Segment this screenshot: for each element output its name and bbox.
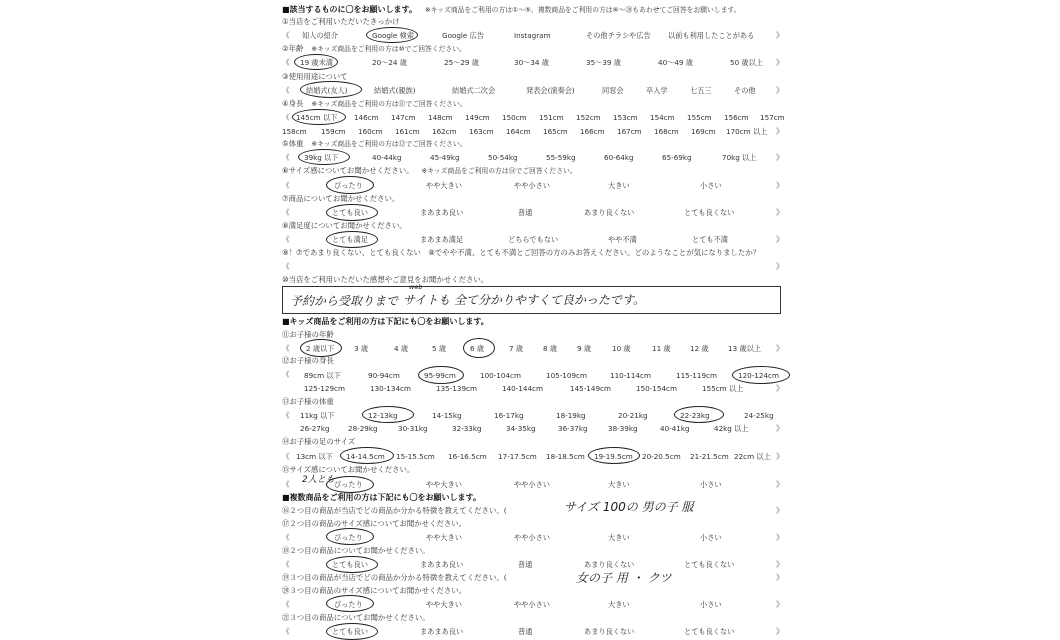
k5-bracket-close: 》 — [776, 480, 784, 489]
q4-row2-7[interactable]: 164cm — [506, 127, 531, 136]
k3-row2-6[interactable]: 36-37kg — [558, 424, 588, 433]
q4-row2-4[interactable]: 161cm — [395, 127, 420, 136]
m6-option-2[interactable]: まあまあ良い — [420, 627, 464, 636]
k2-row2-2[interactable]: 130-134cm — [370, 384, 411, 393]
k4-option-2[interactable]: 14-14.5cm — [346, 452, 385, 461]
q5-option-5[interactable]: 55-59kg — [546, 153, 576, 162]
k3-row2-5[interactable]: 34-35kg — [506, 424, 536, 433]
q6-bracket-close: 》 — [776, 181, 784, 190]
k5-option-4[interactable]: 大きい — [608, 480, 630, 489]
q4-row2-3[interactable]: 160cm — [358, 127, 383, 136]
q7-option-5[interactable]: とても良くない — [684, 208, 735, 217]
q2-option-6[interactable]: 40〜49 歳 — [658, 58, 693, 67]
k3-label: ⑬お子様の体重 — [282, 397, 334, 406]
m6-label: ㉑３つ目の商品についてお聞かせください。 — [282, 613, 430, 622]
k4-option-9[interactable]: 21-21.5cm — [690, 452, 729, 461]
m1-bracket-close: 》 — [776, 506, 784, 515]
k2-row1-3[interactable]: 95-99cm — [424, 371, 456, 380]
q4-row1-5[interactable]: 149cm — [465, 113, 490, 122]
q10-handwritten-caret: web — [409, 283, 423, 291]
m4-label: ⑲３つ目の商品が当店でどの商品か分かる特徴を教えてください。( — [282, 573, 507, 582]
k2-row1-2[interactable]: 90-94cm — [368, 371, 400, 380]
k3-bracket-close: 》 — [776, 424, 784, 433]
k2-row1-6[interactable]: 110-114cm — [610, 371, 651, 380]
m3-option-2[interactable]: まあまあ良い — [420, 560, 464, 569]
k5-handwritten-note: 2人とも — [302, 475, 335, 485]
q9-bracket-open: 《 — [282, 262, 290, 271]
k1-option-7[interactable]: 8 歳 — [543, 344, 558, 353]
q6-option-3[interactable]: やや小さい — [514, 181, 550, 190]
q5-bracket-close: 》 — [776, 153, 784, 162]
m3-bracket-open: 《 — [282, 560, 290, 569]
k1-option-8[interactable]: 9 歳 — [577, 344, 592, 353]
k3-row1-7[interactable]: 22-23kg — [680, 411, 710, 420]
k5-option-5[interactable]: 小さい — [700, 480, 722, 489]
q3-bracket-open: 《 — [282, 86, 290, 95]
k4-option-6[interactable]: 18-18.5cm — [546, 452, 585, 461]
q6-option-4[interactable]: 大きい — [608, 181, 630, 190]
k2-row2-6[interactable]: 150-154cm — [636, 384, 677, 393]
k3-row2-4[interactable]: 32-33kg — [452, 424, 482, 433]
k3-row2-7[interactable]: 38-39kg — [608, 424, 638, 433]
q7-option-2[interactable]: まあまあ良い — [420, 208, 464, 217]
k5-option-2[interactable]: やや大きい — [426, 480, 462, 489]
q4-row2-13[interactable]: 170cm 以上 — [726, 127, 768, 136]
m3-option-1[interactable]: とても良い — [332, 560, 368, 569]
k1-option-12[interactable]: 13 歳以上 — [728, 344, 761, 353]
m2-option-1[interactable]: ぴったり — [334, 533, 363, 542]
q1-option-2[interactable]: Google 検索 — [372, 31, 415, 40]
q3-option-1[interactable]: 結婚式(友人) — [306, 86, 348, 95]
q2-label: ②年齢 ※キッズ商品をご利用の方は⑩でご回答ください。 — [282, 44, 466, 53]
m2-bracket-open: 《 — [282, 533, 290, 542]
q4-bracket-close: 》 — [776, 127, 784, 136]
k1-label: ⑪お子様の年齢 — [282, 330, 334, 339]
k4-option-10[interactable]: 22cm 以上 — [734, 452, 771, 461]
q1-option-3[interactable]: Google 広告 — [442, 31, 485, 40]
q4-row1-6[interactable]: 150cm — [502, 113, 527, 122]
q4-row1-3[interactable]: 147cm — [391, 113, 416, 122]
q3-option-5[interactable]: 同窓会 — [602, 86, 624, 95]
q9-label: ⑨！⑦であまり良くない、とても良くない ⑧でやや不満、とても不満とご回答の方のみお答えください。どのようなことが気になりましたか？ — [282, 248, 761, 257]
q4-bracket-open: 《 — [282, 113, 290, 122]
k2-bracket-close: 》 — [776, 384, 784, 393]
q4-row2-10[interactable]: 167cm — [617, 127, 642, 136]
k3-bracket-open: 《 — [282, 411, 290, 420]
q6-option-2[interactable]: やや大きい — [426, 181, 462, 190]
q8-option-5[interactable]: とても不満 — [692, 235, 728, 244]
q4-label: ④身長 ※キッズ商品をご利用の方は⑪でご回答ください。 — [282, 99, 467, 108]
q7-option-3[interactable]: 普通 — [518, 208, 533, 217]
m5-option-5[interactable]: 小さい — [700, 600, 722, 609]
k2-row1-7[interactable]: 115-119cm — [676, 371, 717, 380]
q10-label: ⑩当店をご利用いただいた感想やご意見をお聞かせください。 — [282, 275, 489, 284]
q5-option-7[interactable]: 65-69kg — [662, 153, 692, 162]
k4-option-4[interactable]: 16-16.5cm — [448, 452, 487, 461]
k2-row2-1[interactable]: 125-129cm — [304, 384, 345, 393]
k2-row1-8[interactable]: 120-124cm — [738, 371, 779, 380]
q5-option-1[interactable]: 39kg 以下 — [304, 153, 339, 162]
q3-option-3[interactable]: 結婚式二次会 — [452, 86, 496, 95]
m6-option-3[interactable]: 普通 — [518, 627, 533, 636]
q8-option-3[interactable]: どちらでもない — [508, 235, 559, 244]
k1-option-10[interactable]: 11 歳 — [652, 344, 671, 353]
m5-label: ⑳３つ目の商品のサイズ感についてお聞かせください。 — [282, 586, 467, 595]
q10-handwritten-answer-1: 予約から受取りまで — [290, 294, 399, 308]
k4-option-7[interactable]: 19-19.5cm — [594, 452, 633, 461]
q5-option-6[interactable]: 60-64kg — [604, 153, 634, 162]
k3-row2-8[interactable]: 40-41kg — [660, 424, 690, 433]
k5-option-1[interactable]: ぴったり — [334, 480, 363, 489]
q3-option-8[interactable]: その他 — [734, 86, 756, 95]
m2-option-2[interactable]: やや大きい — [426, 533, 462, 542]
k4-option-8[interactable]: 20-20.5cm — [642, 452, 681, 461]
q4-row1-2[interactable]: 146cm — [354, 113, 379, 122]
q3-option-4[interactable]: 発表会(演奏会) — [526, 86, 575, 95]
m5-option-2[interactable]: やや大きい — [426, 600, 462, 609]
q8-option-2[interactable]: まあまあ満足 — [420, 235, 464, 244]
q4-row1-4[interactable]: 148cm — [428, 113, 453, 122]
q2-bracket-open: 《 — [282, 58, 290, 67]
q5-label: ⑤体重 ※キッズ商品をご利用の方は⑫でご回答ください。 — [282, 139, 467, 148]
q8-label: ⑧満足度についてお聞かせください。 — [282, 221, 407, 230]
m6-bracket-open: 《 — [282, 627, 290, 636]
q4-row1-7[interactable]: 151cm — [539, 113, 564, 122]
q8-option-1[interactable]: とても満足 — [332, 235, 368, 244]
section2-header: ■キッズ商品をご利用の方は下記にも〇をお願いします。 — [282, 317, 489, 326]
k4-label: ⑭お子様の足のサイズ — [282, 437, 356, 446]
q2-option-2[interactable]: 20〜24 歳 — [372, 58, 407, 67]
k1-option-3[interactable]: 4 歳 — [394, 344, 409, 353]
k3-row2-2[interactable]: 28-29kg — [348, 424, 378, 433]
k1-bracket-close: 》 — [776, 344, 784, 353]
m2-bracket-close: 》 — [776, 533, 784, 542]
q4-row1-9[interactable]: 153cm — [613, 113, 638, 122]
m5-bracket-close: 》 — [776, 600, 784, 609]
k4-bracket-close: 》 — [776, 452, 784, 461]
m5-bracket-open: 《 — [282, 600, 290, 609]
q4-row2-12[interactable]: 169cm — [691, 127, 716, 136]
q7-label: ⑦商品についてお聞かせください。 — [282, 194, 400, 203]
k3-row1-3[interactable]: 14-15kg — [432, 411, 462, 420]
q3-option-2[interactable]: 結婚式(親族) — [374, 86, 416, 95]
k1-option-4[interactable]: 5 歳 — [432, 344, 447, 353]
k2-row2-4[interactable]: 140-144cm — [502, 384, 543, 393]
q1-option-5[interactable]: その他チラシや広告 — [586, 31, 651, 40]
k3-row2-3[interactable]: 30-31kg — [398, 424, 428, 433]
m3-bracket-close: 》 — [776, 560, 784, 569]
m4-bracket-close: 》 — [776, 573, 784, 582]
k3-row1-8[interactable]: 24-25kg — [744, 411, 774, 420]
q5-option-8[interactable]: 70kg 以上 — [722, 153, 757, 162]
q1-bracket-close: 》 — [776, 31, 784, 40]
q5-bracket-open: 《 — [282, 153, 290, 162]
k1-option-11[interactable]: 12 歳 — [690, 344, 709, 353]
k4-option-5[interactable]: 17-17.5cm — [498, 452, 537, 461]
m1-label: ⑯２つ目の商品が当店でどの商品か分かる特徴を教えてください。( — [282, 506, 507, 515]
k2-row2-5[interactable]: 145-149cm — [570, 384, 611, 393]
m5-option-1[interactable]: ぴったり — [334, 600, 363, 609]
q1-bracket-open: 《 — [282, 31, 290, 40]
q7-option-4[interactable]: あまり良くない — [584, 208, 635, 217]
q1-label: ①当店をご利用いただいたきっかけ — [282, 17, 400, 26]
q5-option-3[interactable]: 45-49kg — [430, 153, 460, 162]
k2-row2-3[interactable]: 135-139cm — [436, 384, 477, 393]
k1-option-1[interactable]: 2 歳以下 — [306, 344, 335, 353]
m2-option-3[interactable]: やや小さい — [514, 533, 550, 542]
q2-bracket-close: 》 — [776, 58, 784, 67]
q1-option-1[interactable]: 知人の紹介 — [302, 31, 338, 40]
k3-row1-6[interactable]: 20-21kg — [618, 411, 648, 420]
k3-row1-4[interactable]: 16-17kg — [494, 411, 524, 420]
m6-option-1[interactable]: とても良い — [332, 627, 368, 636]
q4-row2-6[interactable]: 163cm — [469, 127, 494, 136]
q8-option-4[interactable]: やや不満 — [608, 235, 637, 244]
m2-label: ⑰２つ目の商品のサイズ感についてお聞かせください。 — [282, 519, 467, 528]
k2-row1-5[interactable]: 105-109cm — [546, 371, 587, 380]
q4-row2-9[interactable]: 166cm — [580, 127, 605, 136]
q2-option-1[interactable]: 19 歳未満 — [300, 58, 333, 67]
m3-option-3[interactable]: 普通 — [518, 560, 533, 569]
k4-option-1[interactable]: 13cm 以下 — [296, 452, 333, 461]
q6-option-1[interactable]: ぴったり — [334, 181, 363, 190]
q1-option-4[interactable]: Instagram — [514, 31, 551, 40]
q1-option-6[interactable]: 以前も利用したことがある — [668, 31, 755, 40]
q4-row1-11[interactable]: 155cm — [687, 113, 712, 122]
q5-option-4[interactable]: 50-54kg — [488, 153, 518, 162]
k4-bracket-open: 《 — [282, 452, 290, 461]
q4-row1-8[interactable]: 152cm — [576, 113, 601, 122]
q9-bracket-close: 》 — [776, 262, 784, 271]
q3-option-7[interactable]: 七五三 — [690, 86, 712, 95]
k3-row1-2[interactable]: 12-13kg — [368, 411, 398, 420]
m6-option-5[interactable]: とても良くない — [684, 627, 735, 636]
q5-option-2[interactable]: 40-44kg — [372, 153, 402, 162]
k5-label: ⑮サイズ感についてお聞かせください。 — [282, 465, 415, 474]
k5-option-3[interactable]: やや小さい — [514, 480, 550, 489]
q3-bracket-close: 》 — [776, 86, 784, 95]
q4-row2-5[interactable]: 162cm — [432, 127, 457, 136]
m3-option-5[interactable]: とても良くない — [684, 560, 735, 569]
m3-option-4[interactable]: あまり良くない — [584, 560, 635, 569]
q4-row2-2[interactable]: 159cm — [321, 127, 346, 136]
m5-option-4[interactable]: 大きい — [608, 600, 630, 609]
k2-bracket-open: 《 — [282, 370, 290, 379]
q2-option-3[interactable]: 25〜29 歳 — [444, 58, 479, 67]
m5-option-3[interactable]: やや小さい — [514, 600, 550, 609]
q10-handwritten-answer-2: サイトも 全て分かりやすくて良かったです。 — [403, 293, 646, 307]
q3-label: ③使用用途について — [282, 72, 348, 81]
k3-row2-1[interactable]: 26-27kg — [300, 424, 330, 433]
q8-bracket-open: 《 — [282, 235, 290, 244]
q3-option-6[interactable]: 卒入学 — [646, 86, 668, 95]
section3-header: ■複数商品をご利用の方は下記にも〇をお願いします。 — [282, 493, 481, 502]
q7-bracket-open: 《 — [282, 208, 290, 217]
q4-row2-1[interactable]: 158cm — [282, 127, 307, 136]
m2-option-5[interactable]: 小さい — [700, 533, 722, 542]
m1-handwritten-answer: サイズ 100の 男の子 服 — [564, 500, 694, 514]
q4-row2-11[interactable]: 168cm — [654, 127, 679, 136]
q2-option-4[interactable]: 30〜34 歳 — [514, 58, 549, 67]
m4-handwritten-answer: 女の子 用 ・ クツ — [576, 571, 672, 585]
k3-row1-5[interactable]: 18-19kg — [556, 411, 586, 420]
k4-option-3[interactable]: 15-15.5cm — [396, 452, 435, 461]
q2-option-7[interactable]: 50 歳以上 — [730, 58, 763, 67]
k2-row1-1[interactable]: 89cm 以下 — [304, 371, 341, 380]
q4-row1-1[interactable]: 145cm 以下 — [296, 113, 338, 122]
q4-row1-12[interactable]: 156cm — [724, 113, 749, 122]
section1-header: ■該当するものに〇をお願いします。 ※キッズ商品をご利用の方は①〜⑤、複数商品をご利用の方は⑥〜⑳もあわせてご回答をお願いします。 — [282, 5, 741, 14]
k3-row2-9[interactable]: 42kg 以上 — [714, 424, 749, 433]
q4-row1-13[interactable]: 157cm — [760, 113, 785, 122]
k1-option-5[interactable]: 6 歳 — [470, 344, 485, 353]
k2-label: ⑫お子様の身長 — [282, 356, 334, 365]
q6-option-5[interactable]: 小さい — [700, 181, 722, 190]
k1-option-6[interactable]: 7 歳 — [509, 344, 524, 353]
q7-bracket-close: 》 — [776, 208, 784, 217]
q4-row1-10[interactable]: 154cm — [650, 113, 675, 122]
k3-row1-1[interactable]: 11kg 以下 — [300, 411, 335, 420]
q2-option-5[interactable]: 35〜39 歳 — [586, 58, 621, 67]
k2-row2-7[interactable]: 155cm 以上 — [702, 384, 744, 393]
k1-option-2[interactable]: 3 歳 — [354, 344, 369, 353]
m2-option-4[interactable]: 大きい — [608, 533, 630, 542]
m6-bracket-close: 》 — [776, 627, 784, 636]
q8-bracket-close: 》 — [776, 235, 784, 244]
k5-bracket-open: 《 — [282, 480, 290, 489]
q7-option-1[interactable]: とても良い — [332, 208, 368, 217]
k2-row1-4[interactable]: 100-104cm — [480, 371, 521, 380]
q4-row2-8[interactable]: 165cm — [543, 127, 568, 136]
m6-option-4[interactable]: あまり良くない — [584, 627, 635, 636]
q6-bracket-open: 《 — [282, 181, 290, 190]
m3-label: ⑱２つ目の商品についてお聞かせください。 — [282, 546, 430, 555]
k1-option-9[interactable]: 10 歳 — [612, 344, 631, 353]
k1-bracket-open: 《 — [282, 344, 290, 353]
q6-label: ⑥サイズ感についてお聞かせください。 ※キッズ商品をご利用の方は⑭でご回答ください。 — [282, 166, 577, 175]
